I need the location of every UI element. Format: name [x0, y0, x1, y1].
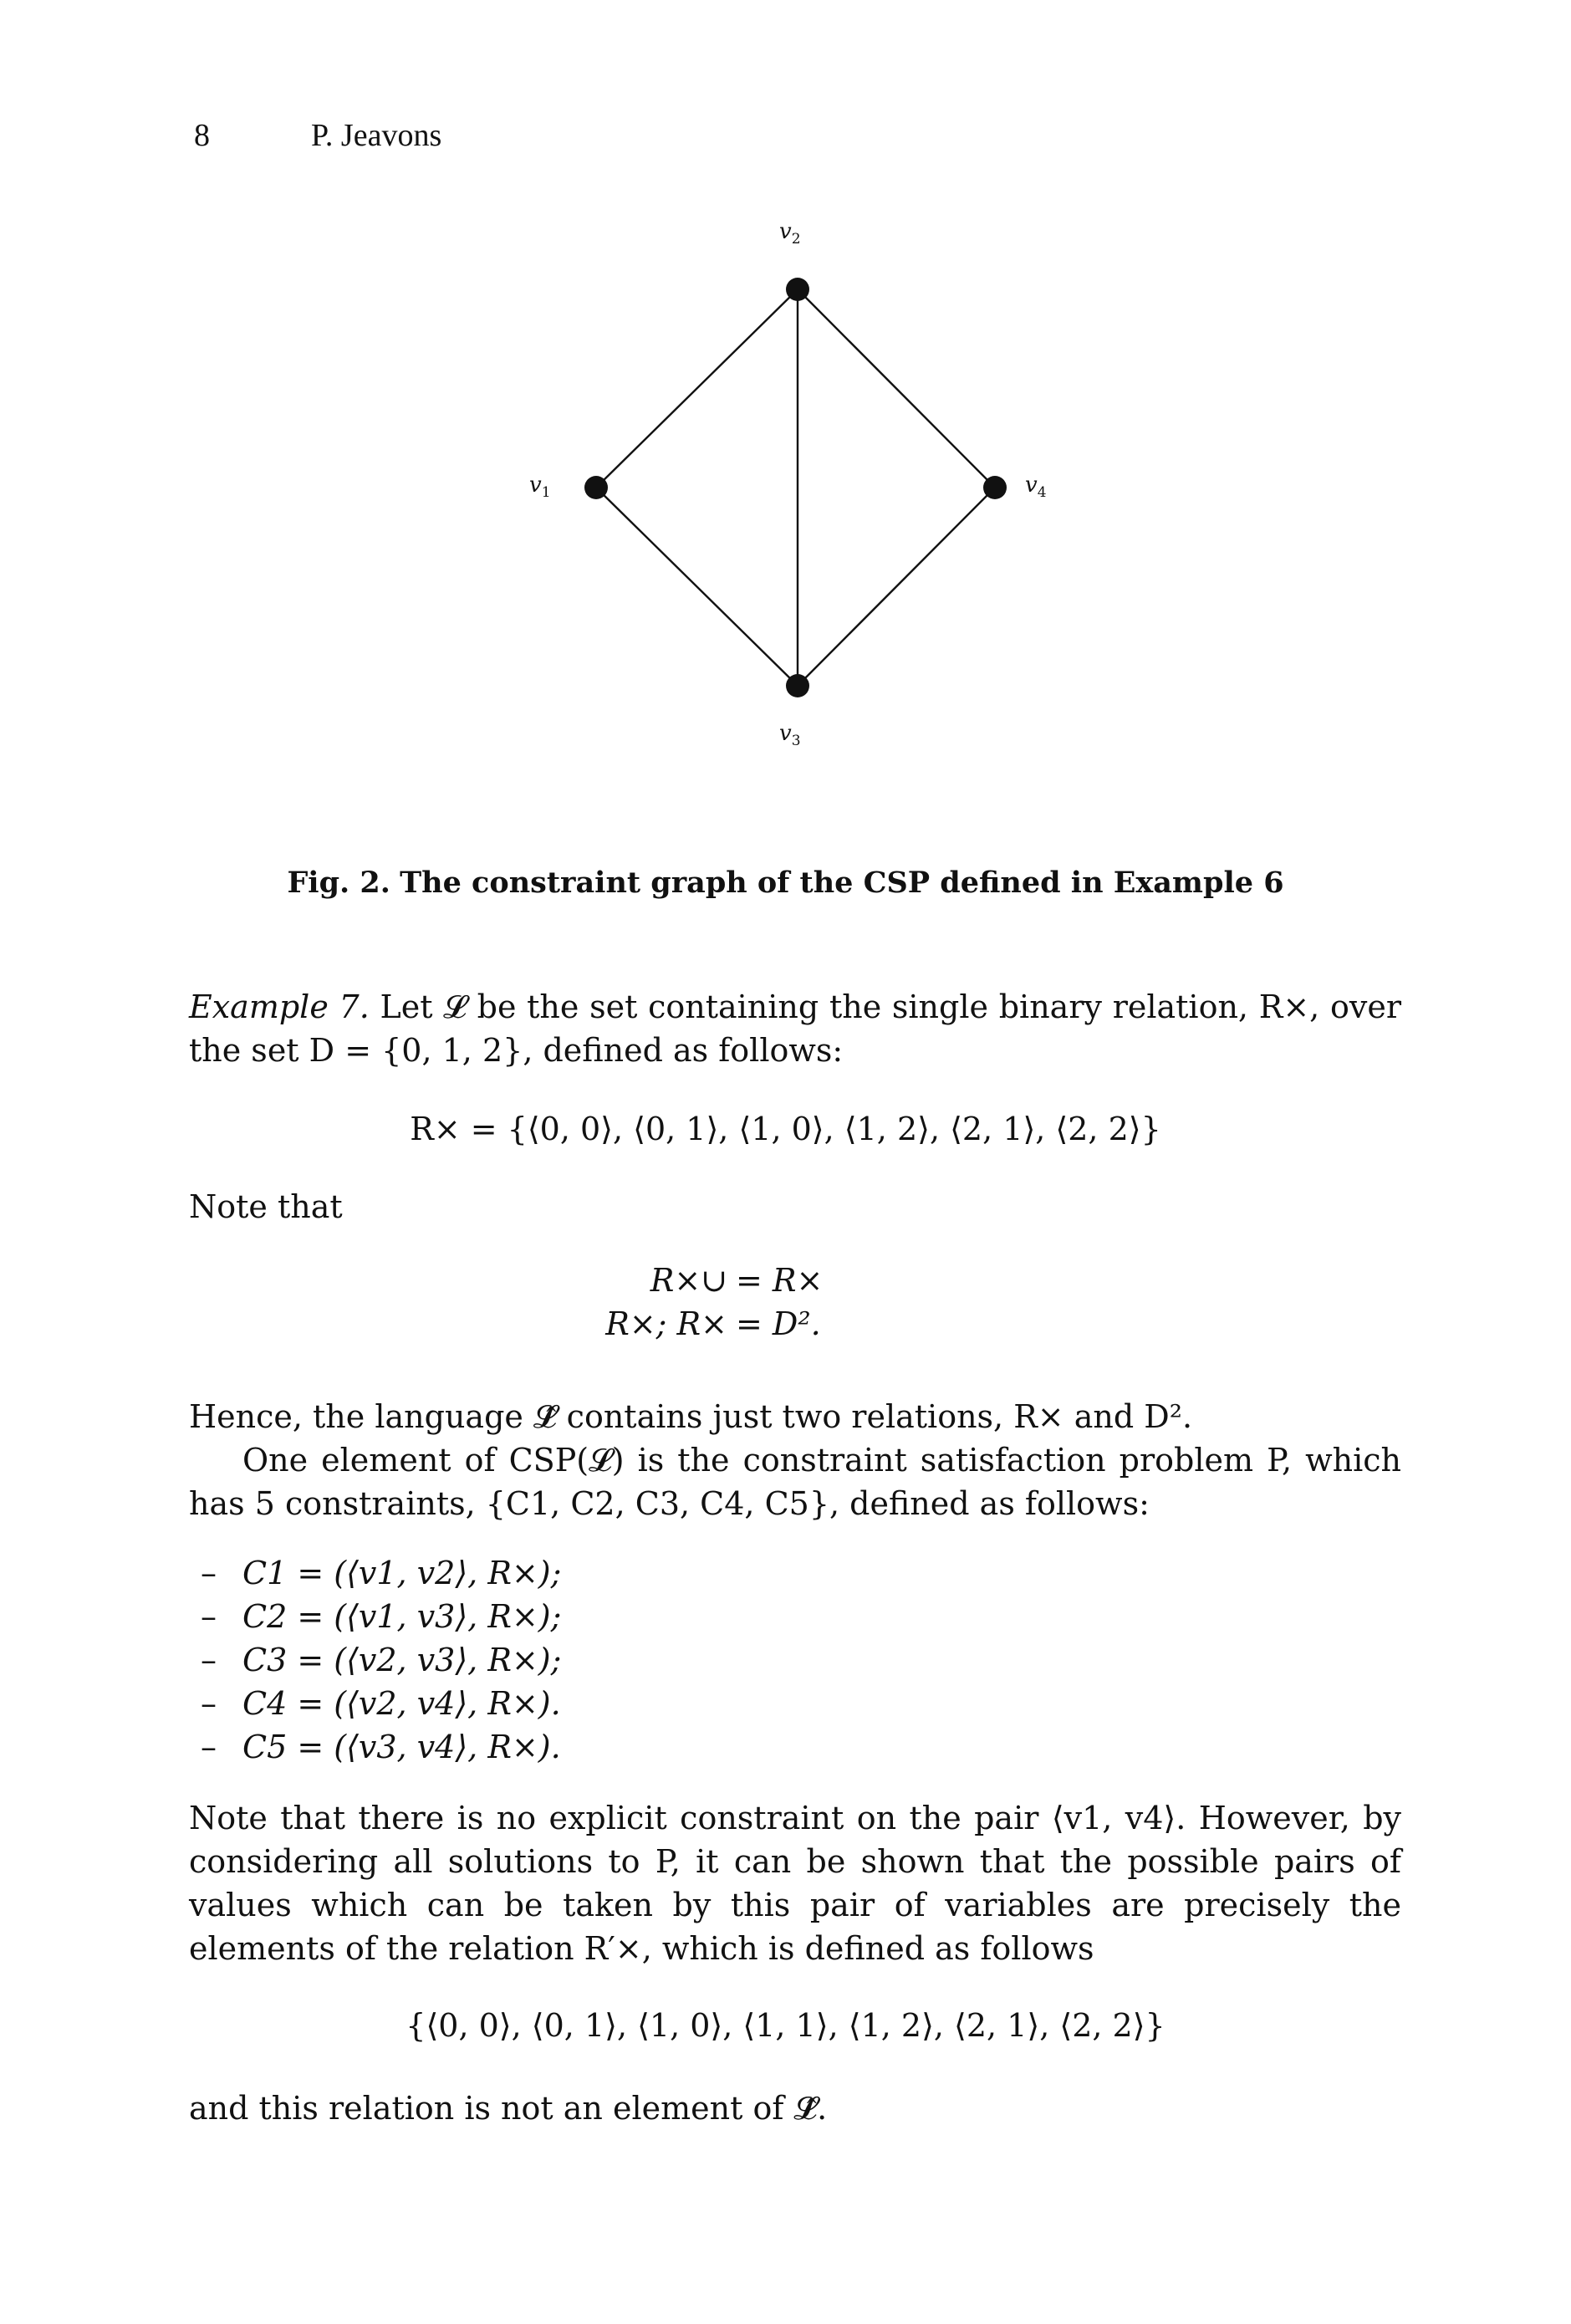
example-intro: Let 𝓛 be the set containing the single binary relation, R×, over the set D = {0, 1, 2}, defined as follows:	[189, 988, 1401, 1069]
equation-converse-rhs: = R×	[736, 1262, 824, 1299]
vertex-v1	[584, 476, 608, 499]
example-intro-paragraph	[189, 985, 1401, 1072]
author-name: P. Jeavons	[311, 118, 442, 153]
caption-label: Fig. 2.	[287, 866, 390, 900]
constraint-item: – C3 = (⟨v2, v3⟩, R×);	[201, 1642, 562, 1678]
constraint-item: – C2 = (⟨v1, v3⟩, R×);	[201, 1598, 562, 1635]
vertex-v4	[983, 476, 1007, 499]
equation-block	[543, 1259, 823, 1346]
vertex-v2	[786, 278, 809, 301]
constraint-graph	[0, 0, 1571, 836]
equation-composition-rhs: = D².	[736, 1305, 821, 1342]
hence-paragraph: Hence, the language 𝓛̂ contains just two relations, R× and D².	[189, 1398, 1193, 1435]
vertex-label-v2: $v_2$	[779, 219, 801, 248]
figure-caption	[0, 866, 1571, 900]
equation-converse	[543, 1259, 823, 1302]
vertex-label-v1: $v_1$	[529, 472, 551, 502]
note-that-text: Note that	[189, 1188, 343, 1225]
page-number: 8	[194, 118, 210, 153]
csp-element-paragraph: One element of CSP(𝓛) is the constraint satisfaction problem P, which has 5 constraints, {C1, C2, C3, C4, C5}, defined as follows:	[189, 1442, 1401, 1522]
example-label: Example 7.	[189, 988, 370, 1025]
constraint-graph-figure	[0, 0, 1571, 836]
closing-sentence: and this relation is not an element of 𝓛̂.	[189, 2090, 828, 2127]
relation-definition: R× = {⟨0, 0⟩, ⟨0, 1⟩, ⟨1, 0⟩, ⟨1, 2⟩, ⟨2, 1⟩, ⟨2, 2⟩}	[410, 1111, 1161, 1147]
edge-v1-v2	[596, 289, 798, 488]
vertex-label-v4: $v_4$	[1025, 472, 1047, 502]
relation-r-prime: {⟨0, 0⟩, ⟨0, 1⟩, ⟨1, 0⟩, ⟨1, 1⟩, ⟨1, 2⟩, ⟨2, 1⟩, ⟨2, 2⟩}	[406, 2007, 1165, 2044]
constraint-item: – C1 = (⟨v1, v2⟩, R×);	[201, 1555, 562, 1591]
equation-composition	[543, 1302, 823, 1346]
edge-v2-v4	[798, 289, 995, 488]
vertex-v3	[786, 674, 809, 697]
equation-converse-lhs: R×∪	[650, 1262, 727, 1299]
equation-composition-lhs: R×; R×	[605, 1305, 727, 1342]
edge-v3-v4	[798, 488, 995, 686]
note-pair-paragraph: Note that there is no explicit constraint on the pair ⟨v1, v4⟩. However, by considering all solutions to P, it can be shown that the possible pairs of values which can be taken by this pair of variables are precisely the elements of the relation R′×, which is defined as follows	[189, 1800, 1401, 1967]
vertex-label-v3: $v_3$	[779, 721, 801, 750]
constraint-item: – C5 = (⟨v3, v4⟩, R×).	[201, 1729, 561, 1765]
constraint-item: – C4 = (⟨v2, v4⟩, R×).	[201, 1685, 561, 1722]
constraint-list	[201, 1551, 561, 1769]
caption-text: The constraint graph of the CSP defined in Example 6	[400, 866, 1284, 900]
edge-v1-v3	[596, 488, 798, 686]
